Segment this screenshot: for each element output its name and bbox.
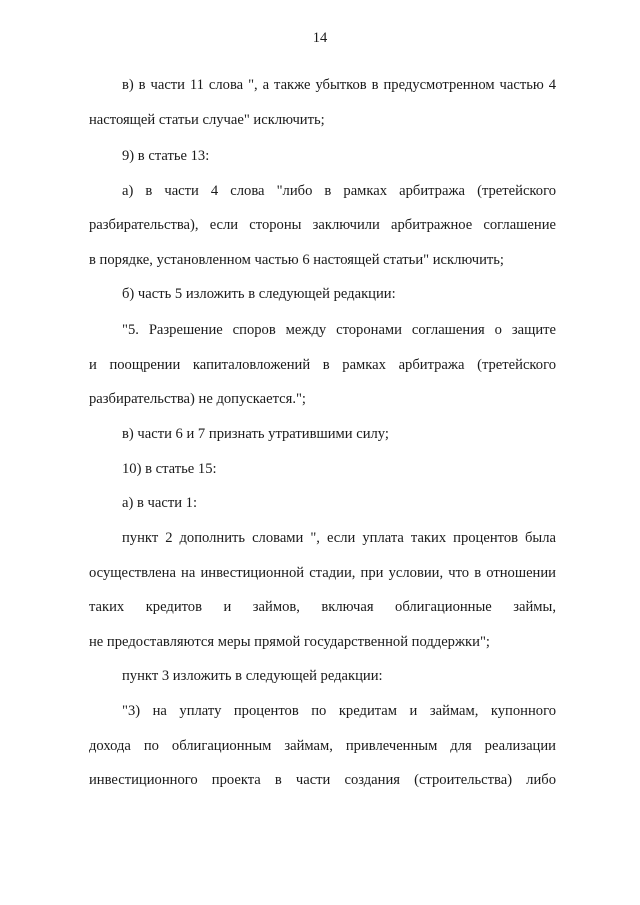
text-line: а) в части 1: xyxy=(122,495,198,511)
text-line: в) части 6 и 7 признать утратившими силу; xyxy=(122,426,389,442)
text-line: не предоставляются меры прямой государственной поддержки"; xyxy=(89,634,490,650)
text-line: "3) на уплату процентов по кредитам и займам, купонного xyxy=(122,703,556,719)
text-line: в порядке, установленном частью 6 настоящей статьи" исключить; xyxy=(89,252,504,268)
text-line: "5. Разрешение споров между сторонами соглашения о защите xyxy=(122,322,556,338)
text-line: таких кредитов и займов, включая облигационные займы, xyxy=(89,599,556,615)
text-line: 9) в статье 13: xyxy=(122,148,210,164)
page-number: 14 xyxy=(312,30,328,46)
text-line: разбирательства) не допускается."; xyxy=(89,391,306,407)
text-line: а) в части 4 слова "либо в рамках арбитража (третейского xyxy=(122,183,556,199)
text-line: пункт 3 изложить в следующей редакции: xyxy=(122,668,383,684)
text-line: настоящей статьи случае" исключить; xyxy=(89,112,325,128)
text-line: дохода по облигационным займам, привлеченным для реализации xyxy=(89,738,556,754)
text-line: пункт 2 дополнить словами ", если уплата таких процентов была xyxy=(122,530,556,546)
text-line: инвестиционного проекта в части создания (строительства) либо xyxy=(89,772,556,788)
text-line: разбирательства), если стороны заключили арбитражное соглашение xyxy=(89,217,556,233)
text-line: осуществлена на инвестиционной стадии, при условии, что в отношении xyxy=(89,565,556,581)
text-line: и поощрении капиталовложений в рамках арбитража (третейского xyxy=(89,357,556,373)
text-line: 10) в статье 15: xyxy=(122,461,217,477)
text-line: б) часть 5 изложить в следующей редакции: xyxy=(122,286,396,302)
text-line: в) в части 11 слова ", а также убытков в предусмотренном частью 4 xyxy=(122,77,556,93)
